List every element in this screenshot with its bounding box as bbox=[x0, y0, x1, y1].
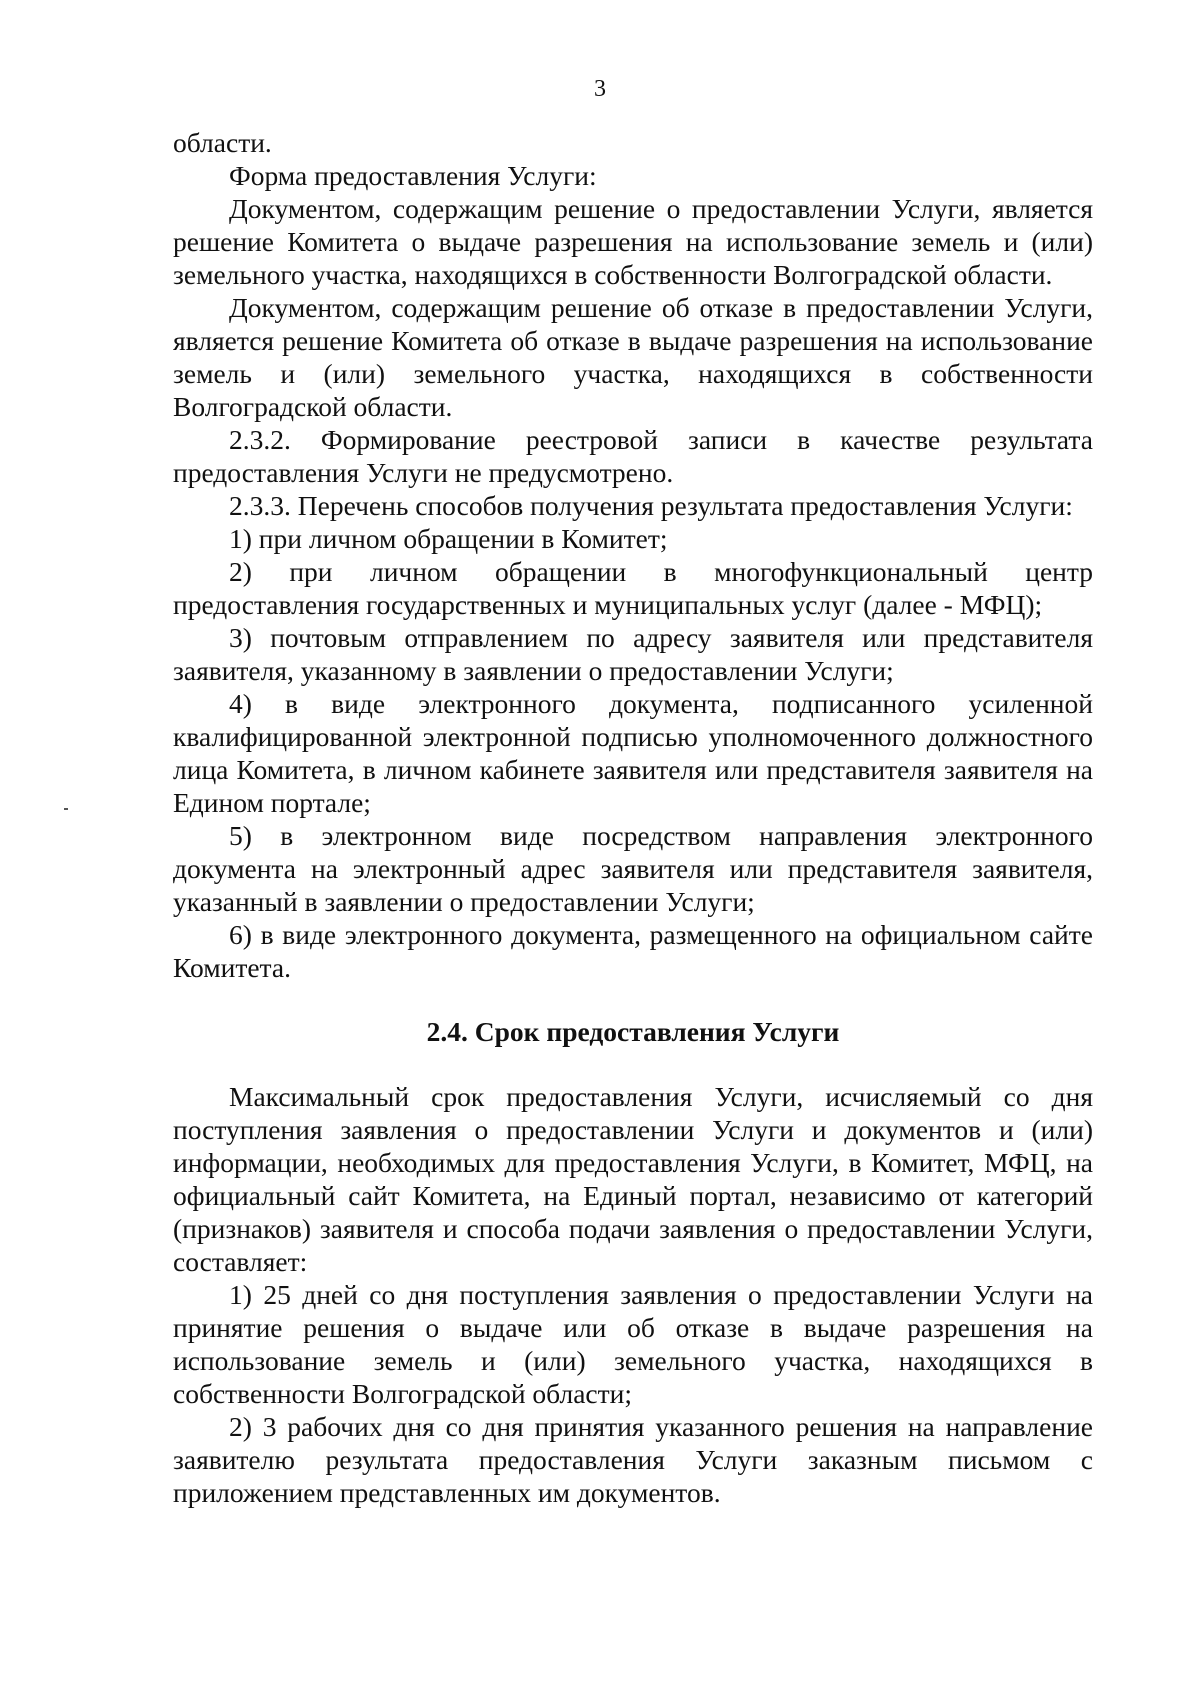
list-item: 3) почтовым отправлением по адресу заявителя или представителя заявителя, указанному в заявлении о предоставлении Услуги; bbox=[173, 622, 1093, 686]
page-number: 3 bbox=[594, 76, 606, 102]
paragraphs-before bbox=[173, 126, 1093, 984]
paragraph: 2.3.2. Формирование реестровой записи в качестве результата предоставления Услуги не предусмотрено. bbox=[173, 424, 1093, 488]
list-item: 2) 3 рабочих дня со дня принятия указанного решения на направление заявителю результата предоставления Услуги заказным письмом с приложением представленных им документов. bbox=[173, 1411, 1093, 1508]
paragraph: Максимальный срок предоставления Услуги, исчисляемый со дня поступления заявления о предоставлении Услуги и документов и (или) информации, необходимых для предоставления Услуги, в Комитет, МФЦ, на официальный сайт Комитета, на Единый портал, независимо от категорий (признаков) заявителя и способа подачи заявления о предоставлении Услуги, составляет: bbox=[173, 1081, 1093, 1277]
document-body bbox=[173, 126, 1093, 1509]
paragraph: Форма предоставления Услуги: bbox=[229, 160, 597, 191]
list-item: 1) 25 дней со дня поступления заявления о предоставлении Услуги на принятие решения о выдаче или об отказе в выдаче разрешения на использование земель и (или) земельного участка, находящихся в собственности Волгоградской области; bbox=[173, 1279, 1093, 1409]
paragraph: Документом, содержащим решение о предоставлении Услуги, является решение Комитета о выдаче разрешения на использование земель и (или) земельного участка, находящихся в собственности Волгоградской области. bbox=[173, 193, 1093, 290]
paragraphs-after bbox=[173, 1080, 1093, 1509]
list-item: 5) в электронном виде посредством направления электронного документа на электронный адрес заявителя или представителя заявителя, указанный в заявлении о предоставлении Услуги; bbox=[173, 820, 1093, 917]
paragraph: Документом, содержащим решение об отказе в предоставлении Услуги, является решение Комитета об отказе в выдаче разрешения на использование земель и (или) земельного участка, находящихся в собственности Волгоградской области. bbox=[173, 292, 1093, 422]
list-item: 2) при личном обращении в многофункциональный центр предоставления государственных и муниципальных услуг (далее - МФЦ); bbox=[173, 556, 1093, 620]
list-item: 4) в виде электронного документа, подписанного усиленной квалифицированной электронной подписью уполномоченного должностного лица Комитета, в личном кабинете заявителя или представителя заявителя на Едином портале; bbox=[173, 688, 1093, 818]
paragraph: 2.3.3. Перечень способов получения результата предоставления Услуги: bbox=[229, 490, 1073, 521]
section-heading: 2.4. Срок предоставления Услуги bbox=[426, 1016, 840, 1047]
scan-margin-mark bbox=[64, 808, 68, 810]
list-item: 6) в виде электронного документа, размещенного на официальном сайте Комитета. bbox=[173, 919, 1093, 983]
paragraph: области. bbox=[173, 127, 272, 158]
list-item: 1) при личном обращении в Комитет; bbox=[229, 523, 668, 554]
